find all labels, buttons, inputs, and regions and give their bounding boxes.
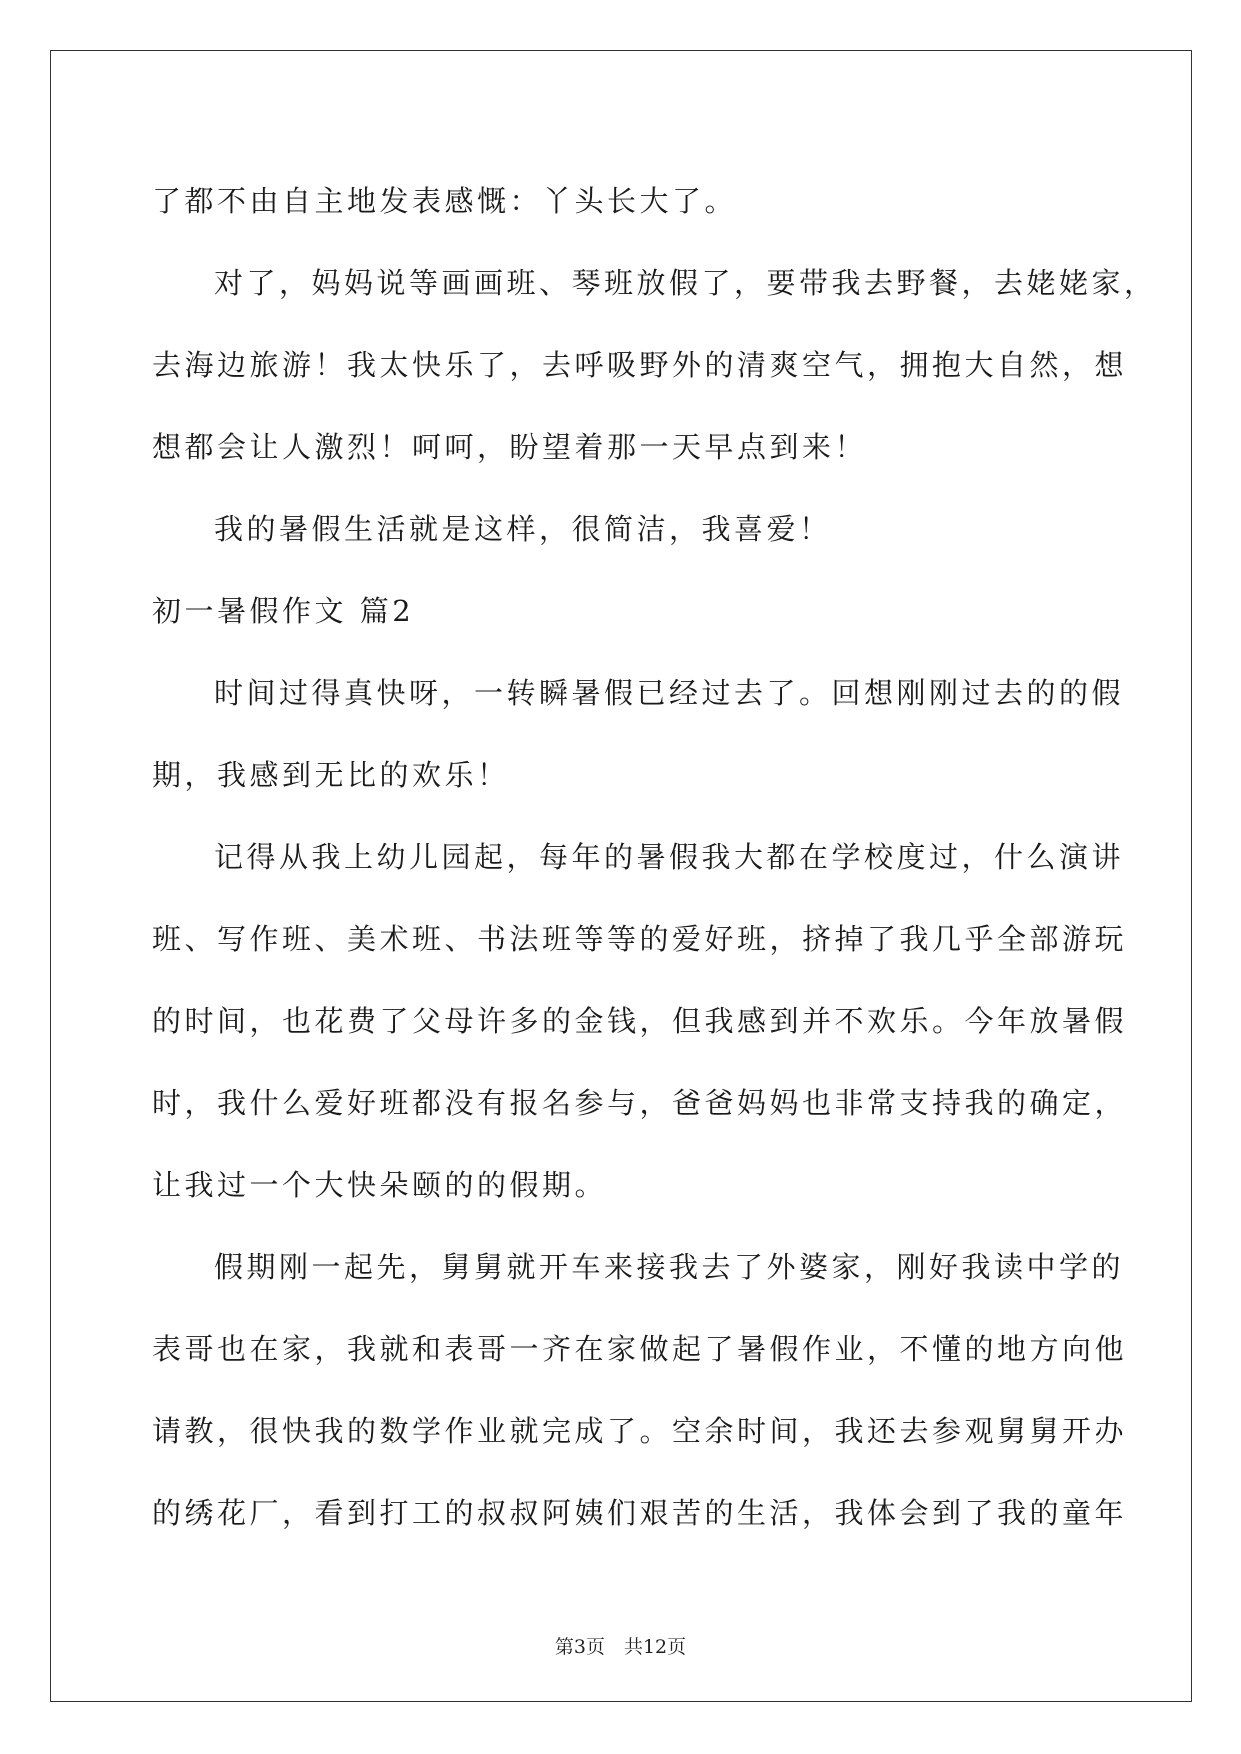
page-number-footer: 第3页 共12页 xyxy=(554,1636,687,1658)
text-line-15: 表哥也在家，我就和表哥一齐在家做起了暑假作业，不懂的地方向他 xyxy=(152,1332,1128,1366)
text-line-11: 的时间，也花费了父母许多的金钱，但我感到并不欢乐。今年放暑假 xyxy=(152,1004,1128,1038)
text-line-10: 班、写作班、美术班、书法班等等的爱好班，挤掉了我几乎全部游玩 xyxy=(152,922,1128,956)
text-line-12: 时，我什么爱好班都没有报名参与，爸爸妈妈也非常支持我的确定， xyxy=(152,1086,1128,1120)
text-line-3: 去海边旅游！我太快乐了，去呼吸野外的清爽空气，拥抱大自然，想 xyxy=(152,348,1128,382)
text-line-8: 期，我感到无比的欢乐！ xyxy=(152,758,510,792)
text-line-17: 的绣花厂，看到打工的叔叔阿姨们艰苦的生活，我体会到了我的童年 xyxy=(152,1496,1128,1530)
text-line-13: 让我过一个大快朵颐的的假期。 xyxy=(152,1168,608,1202)
text-line-16: 请教，很快我的数学作业就完成了。空余时间，我还去参观舅舅开办 xyxy=(152,1414,1128,1448)
document-body xyxy=(152,160,1157,1554)
text-line-9: 记得从我上幼儿园起，每年的暑假我大都在学校度过，什么演讲 xyxy=(214,840,1125,874)
text-line-2: 对了，妈妈说等画画班、琴班放假了，要带我去野餐，去姥姥家， xyxy=(214,266,1157,300)
text-line-1: 了都不由自主地发表感慨：丫头长大了。 xyxy=(152,184,738,218)
text-line-7: 时间过得真快呀，一转瞬暑假已经过去了。回想刚刚过去的的假 xyxy=(214,676,1125,710)
section-heading: 初一暑假作文 篇2 xyxy=(152,594,415,628)
text-line-5: 我的暑假生活就是这样，很简洁，我喜爱！ xyxy=(214,512,832,546)
text-line-14: 假期刚一起先，舅舅就开车来接我去了外婆家，刚好我读中学的 xyxy=(214,1250,1125,1284)
text-line-4: 想都会让人激烈！呵呵，盼望着那一天早点到来！ xyxy=(152,430,868,464)
